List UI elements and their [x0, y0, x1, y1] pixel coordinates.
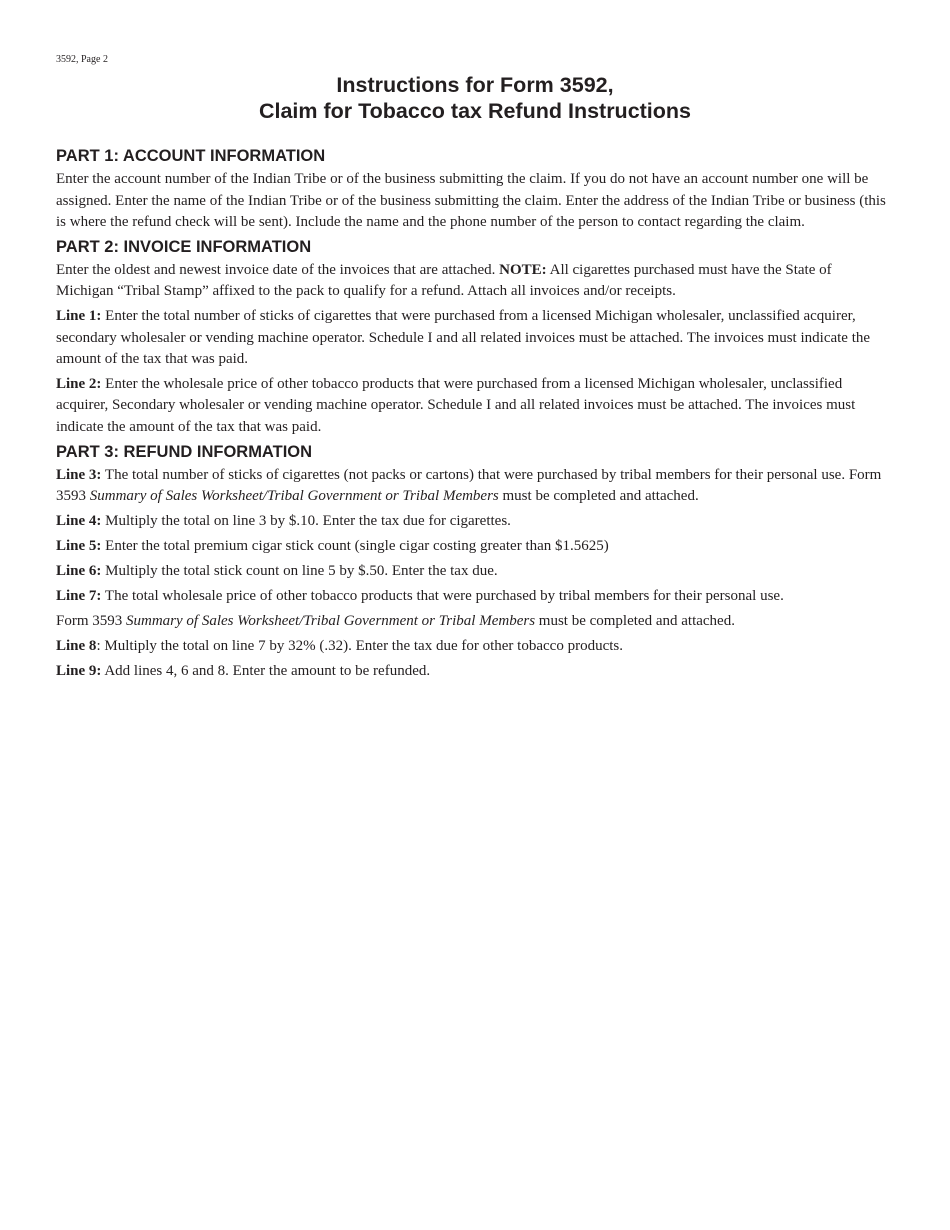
line2-label: Line 2: — [56, 375, 102, 392]
part1-heading: PART 1: ACCOUNT INFORMATION — [56, 147, 326, 165]
line6-instruction — [56, 561, 886, 583]
line9-text: Add lines 4, 6 and 8. Enter the amount to be refunded. — [101, 662, 431, 679]
title-line-2: Claim for Tobacco tax Refund Instructions — [258, 99, 692, 123]
line4-label: Line 4: — [56, 512, 102, 529]
line4-instruction — [56, 511, 886, 533]
line7-label: Line 7: — [56, 587, 102, 604]
line5-text: Enter the total premium cigar stick count (single cigar costing greater than $1.5625) — [101, 537, 609, 554]
line1-instruction — [56, 306, 886, 371]
form-note-title: Summary of Sales Worksheet/Tribal Government or Tribal Members — [126, 612, 536, 629]
form-3593-note — [56, 611, 886, 633]
part2-heading: PART 2: INVOICE INFORMATION — [56, 237, 312, 256]
line1-text: Enter the total number of sticks of cigarettes that were purchased from a licensed Michigan wholesaler, unclassified acquirer, secondary wholesaler or vending machine operator. Schedule I and all related invoices must be attached. The invoices must indicate the amount of the tax that was paid. — [56, 307, 871, 368]
part2-intro — [56, 260, 886, 303]
line7-text: The total wholesale price of other tobacco products that were purchased by tribal members for their personal use. — [101, 587, 784, 604]
line3-instruction — [56, 465, 886, 508]
note-label: NOTE: — [499, 261, 547, 278]
line3-form-title: Summary of Sales Worksheet/Tribal Government or Tribal Members — [89, 488, 499, 505]
line9-instruction — [56, 661, 886, 683]
title-line-1: Instructions for Form 3592, — [336, 73, 614, 97]
line1-label: Line 1: — [56, 307, 102, 324]
line5-instruction — [56, 536, 886, 558]
line8-instruction — [56, 636, 886, 658]
part1-text: Enter the account number of the Indian Tribe or of the business submitting the claim. If you do not have an account number one will be assigned. Enter the name of the Indian Tribe or of the business submitting the claim. Enter the address of the Indian Tribe or business (this is where the refund check will be sent). Include the name and the phone number of the person to contact regarding the claim. — [56, 171, 886, 231]
document-title — [0, 72, 950, 124]
part2-intro-text: Enter the oldest and newest invoice date of the invoices that are attached. — [56, 261, 500, 278]
form-note-after: must be completed and attached. — [535, 612, 735, 629]
line3-after: must be completed and attached. — [498, 488, 699, 505]
line3-label: Line 3: — [56, 466, 102, 483]
line2-instruction — [56, 374, 886, 439]
line8-label: Line 8 — [56, 637, 97, 654]
part2-intro-note-text: All cigarettes purchased must have the State of Michigan “Tribal Stamp” affixed to the pack to qualify for a refund. Attach all invoices and/or receipts. — [56, 261, 832, 300]
line6-label: Line 6: — [56, 562, 102, 579]
line8-text: : Multiply the total on line 7 by 32% (.32). Enter the tax due for other tobacco products. — [96, 637, 623, 654]
line7-instruction — [56, 586, 886, 608]
line6-text: Multiply the total stick count on line 5 by $.50. Enter the tax due. — [101, 562, 498, 579]
part3-heading: PART 3: REFUND INFORMATION — [56, 442, 313, 461]
line4-text: Multiply the total on line 3 by $.10. Enter the tax due for cigarettes. — [101, 512, 511, 529]
line2-text: Enter the wholesale price of other tobacco products that were purchased from a licensed Michigan wholesaler, unclassified acquirer, Secondary wholesaler or vending machine operator. Schedule I and all related invoices must be attached. The invoices must indicate the amount of the tax that was paid. — [56, 375, 856, 435]
line5-label: Line 5: — [56, 537, 102, 554]
instructions-body — [56, 146, 886, 686]
line9-label: Line 9: — [56, 662, 102, 679]
form-note-before: Form 3593 — [56, 612, 127, 629]
line3-text: The total number of sticks of cigarettes (not packs or cartons) that were purchased by tribal members for their personal use. Form 3593 — [56, 466, 882, 505]
page-reference: 3592, Page 2 — [56, 54, 108, 65]
